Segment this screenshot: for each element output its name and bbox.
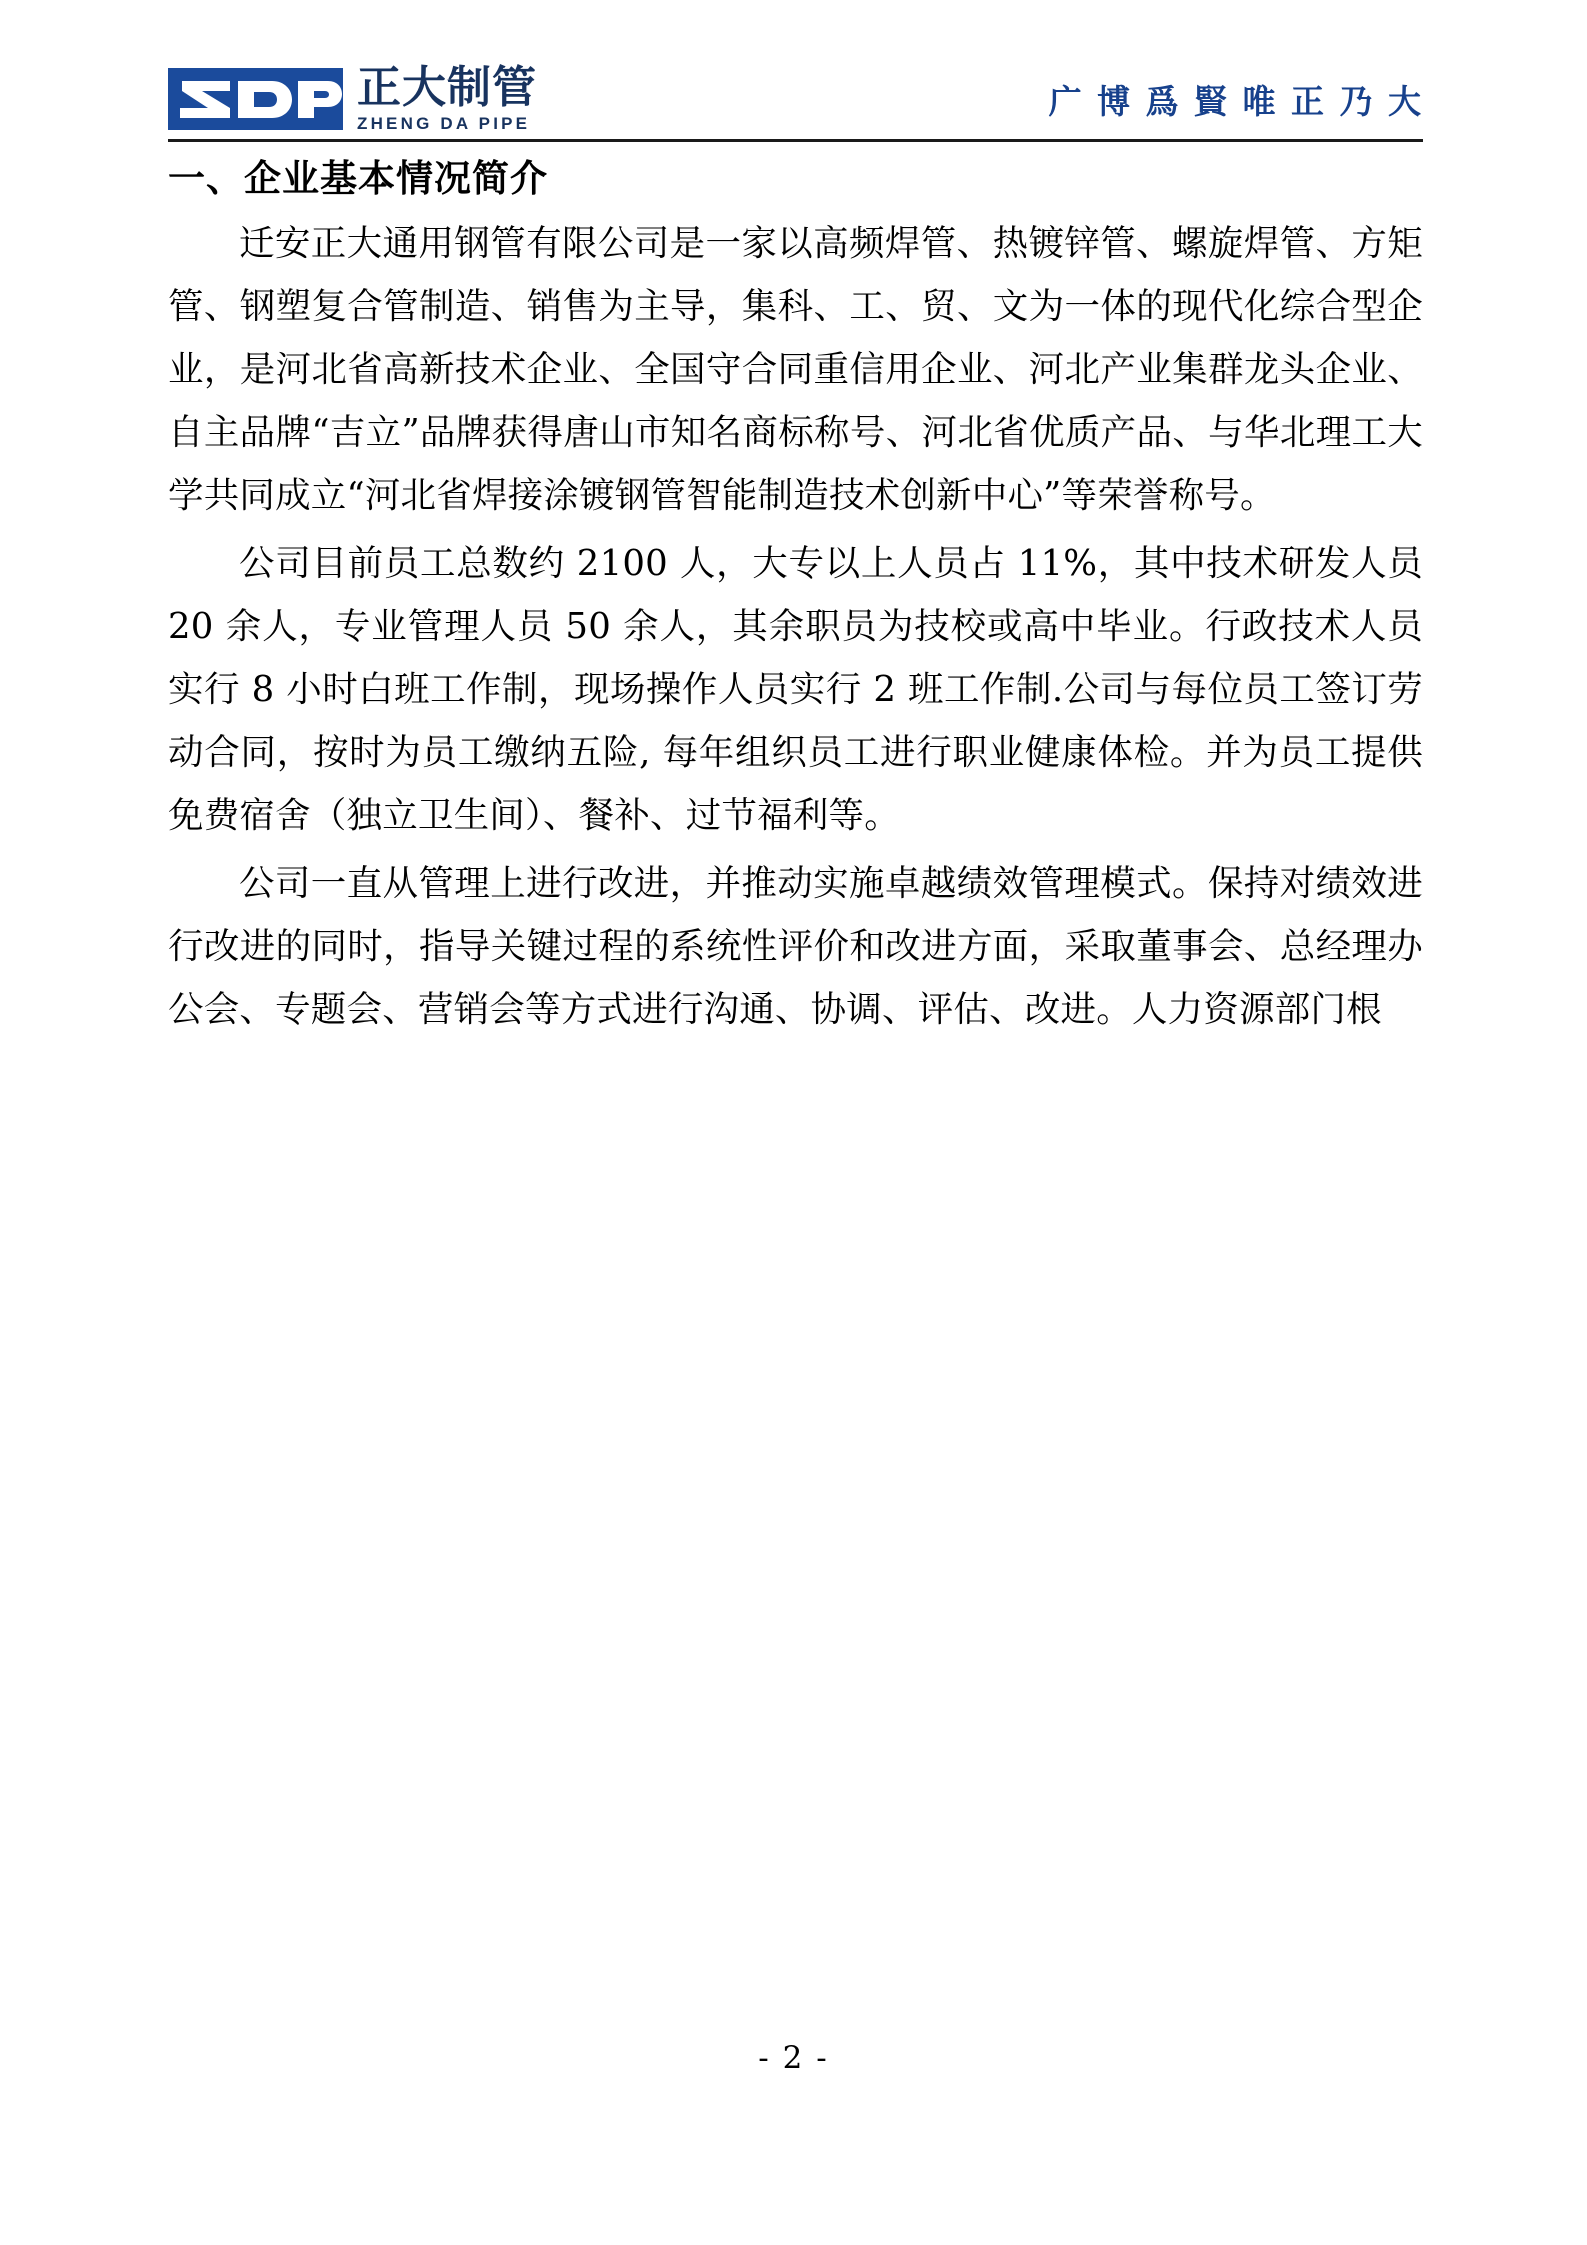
paragraph-1: 迁安正大通用钢管有限公司是一家以高频焊管、热镀锌管、螺旋焊管、方矩管、钢塑复合管制造、销售为主导，集科、工、贸、文为一体的现代化综合型企业，是河北省高新技术企业、全国守合同重信用企业、河北产业集群龙头企业、自主品牌“吉立”品牌获得唐山市知名商标称号、河北省优质产品、与华北理工大学共同成立“河北省焊接涂镀钢管智能制造技术创新中心”等荣誉称号。: [168, 222, 1423, 517]
logo-company-cn: 正大制管: [357, 62, 537, 113]
paragraph-2: 公司目前员工总数约 2100 人，大专以上人员占 11%，其中技术研发人员 20 余人，专业管理人员 50 余人，其余职员为技校或高中毕业。行政技术人员实行 8 小时白班工作制，现场操作人员实行 2 班工作制.公司与每位员工签订劳动合同，按时为员工缴纳五险, 每年组织员工进行职业健康体检。并为员工提供免费宿舍（独立卫生间）、餐补、过节福利等。: [168, 542, 1423, 837]
logo-company-en: ZHENG DA PIPE: [357, 114, 531, 133]
zdp-logo-icon: [168, 68, 343, 130]
paragraph-3: 公司一直从管理上进行改进，并推动实施卓越绩效管理模式。保持对绩效进行改进的同时，指导关键过程的系统性评价和改进方面，采取董事会、总经理办公会、专题会、营销会等方式进行沟通、协调、评估、改进。人力资源部门根: [168, 862, 1423, 1030]
section-title: 一、企业基本情况简介: [168, 157, 548, 200]
logo-wordmark: [357, 62, 537, 133]
header-divider: [168, 139, 1423, 142]
page-header: [168, 60, 1423, 138]
header-slogan: 广 博 爲 賢 唯 正 乃 大: [1048, 81, 1423, 121]
company-logo: [168, 62, 537, 133]
page-number: - 2 -: [758, 2040, 829, 2076]
document-body: [168, 152, 1423, 1045]
